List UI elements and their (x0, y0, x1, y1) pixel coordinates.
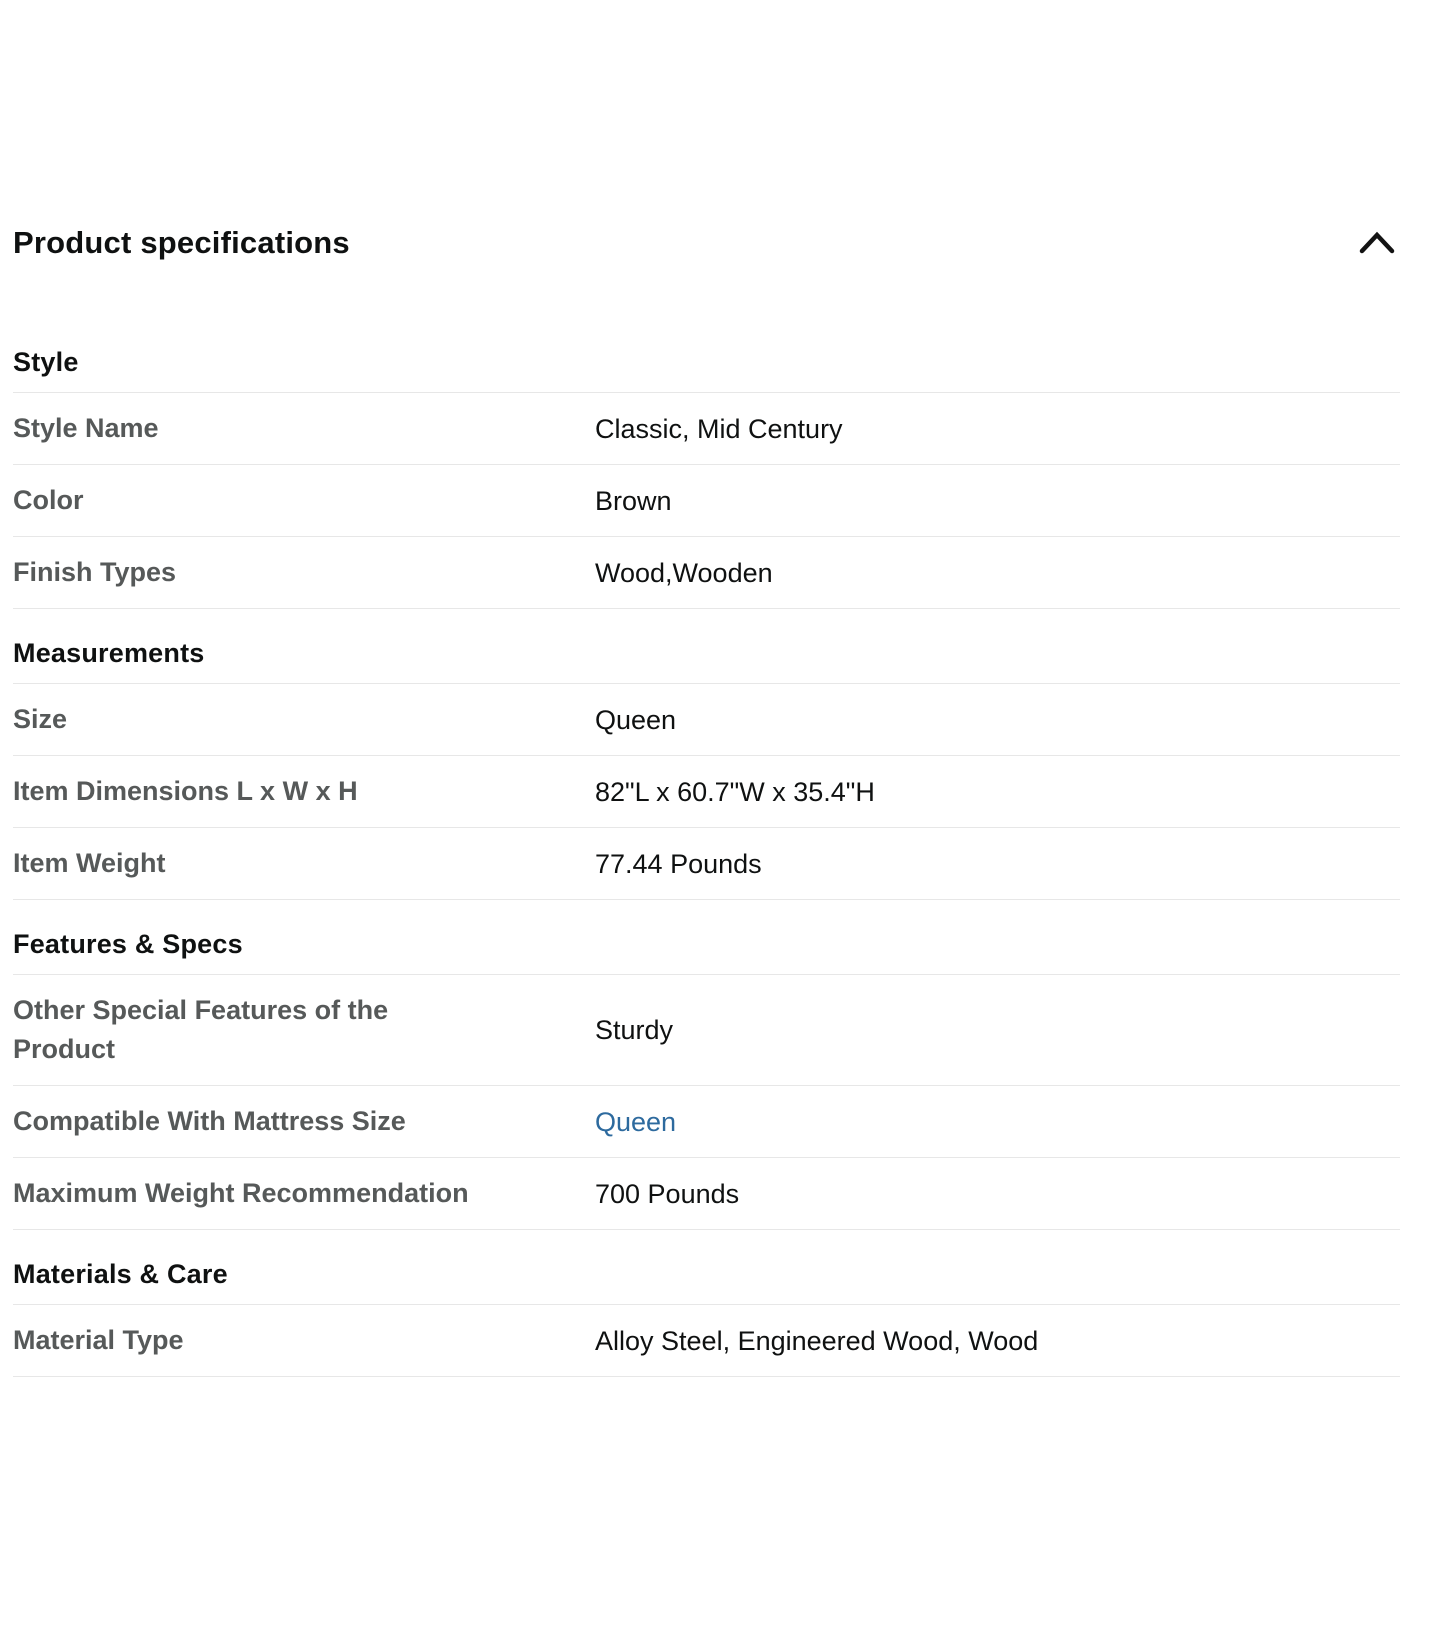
panel-header (13, 197, 1400, 288)
spec-row (13, 756, 1400, 828)
section-rows (13, 393, 1400, 609)
section-heading: Measurements (13, 609, 1400, 684)
spec-label: Finish Types (13, 557, 177, 588)
spec-row (13, 1158, 1400, 1230)
spec-label: Material Type (13, 1325, 184, 1356)
spec-section (13, 1230, 1400, 1377)
spec-value: Wood,Wooden (595, 557, 773, 588)
section-heading: Features & Specs (13, 900, 1400, 975)
spec-row (13, 1305, 1400, 1377)
spec-sections (13, 288, 1400, 1377)
spec-label: Item Weight (13, 848, 166, 879)
spec-value (595, 1104, 1400, 1140)
section-heading: Materials & Care (13, 1230, 1400, 1305)
section-heading: Style (13, 288, 1400, 393)
page-title: Product specifications (13, 224, 350, 260)
collapse-section-button[interactable] (1354, 226, 1400, 260)
chevron-up-icon (1358, 230, 1396, 256)
spec-row (13, 975, 1400, 1086)
spec-row (13, 537, 1400, 609)
spec-label: Item Dimensions L x W x H (13, 776, 358, 807)
spec-label: Compatible With Mattress Size (13, 1106, 406, 1137)
section-rows (13, 975, 1400, 1230)
spec-value: Classic, Mid Century (595, 413, 843, 444)
spec-label: Style Name (13, 413, 159, 444)
spec-label: Size (13, 704, 68, 735)
spec-section (13, 900, 1400, 1230)
spec-row (13, 1086, 1400, 1158)
spec-value-link[interactable]: Queen (595, 1106, 677, 1137)
spec-section (13, 288, 1400, 609)
spec-value: Queen (595, 704, 677, 735)
spec-value: 77.44 Pounds (595, 848, 762, 879)
section-rows (13, 684, 1400, 900)
spec-value: Alloy Steel, Engineered Wood, Wood (595, 1325, 1039, 1356)
spec-label: Color (13, 485, 84, 516)
section-rows (13, 1305, 1400, 1377)
spec-section (13, 609, 1400, 900)
spec-value: Brown (595, 485, 672, 516)
spec-value: 700 Pounds (595, 1178, 740, 1209)
spec-value: Sturdy (595, 1015, 674, 1046)
spec-row (13, 465, 1400, 537)
product-specifications-panel (0, 197, 1440, 1377)
spec-label: Other Special Features of the Product (13, 995, 389, 1065)
spec-row (13, 393, 1400, 465)
spec-value: 82"L x 60.7"W x 35.4"H (595, 776, 875, 807)
spec-row (13, 828, 1400, 900)
spec-row (13, 684, 1400, 756)
spec-label: Maximum Weight Recommendation (13, 1178, 469, 1209)
